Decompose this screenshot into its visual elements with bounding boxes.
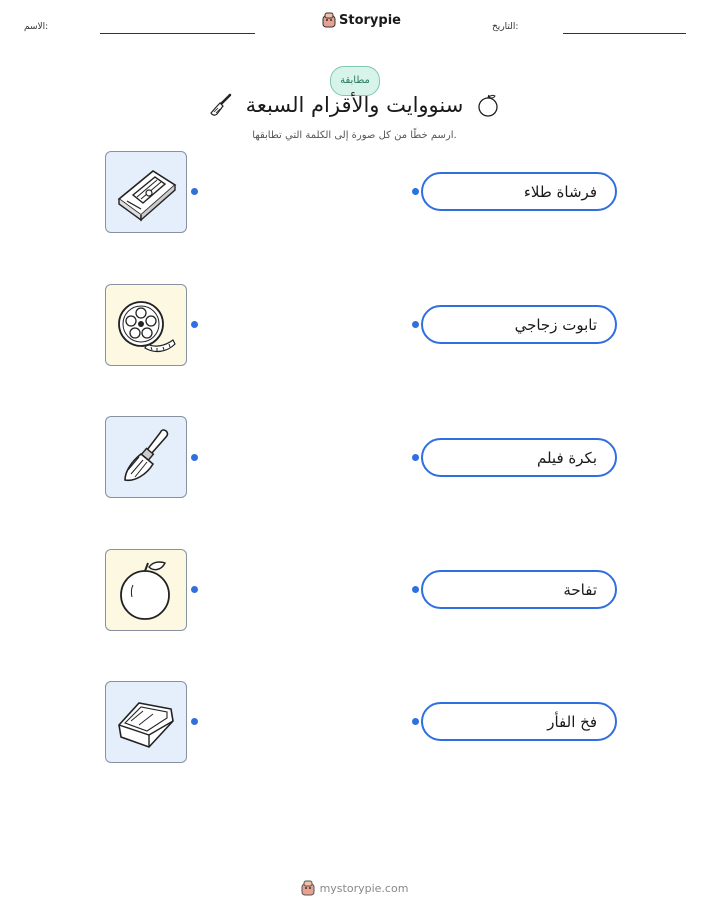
name-line[interactable] bbox=[100, 33, 255, 34]
glass-coffin-icon bbox=[111, 687, 181, 757]
date-line[interactable] bbox=[563, 33, 686, 34]
word-card-2[interactable] bbox=[421, 305, 617, 344]
word-dot-2[interactable] bbox=[412, 321, 419, 328]
word-label-2: تابوت زجاجي bbox=[514, 315, 597, 334]
picture-card-5[interactable] bbox=[105, 681, 187, 763]
date-label: التاريخ: bbox=[492, 22, 519, 32]
word-dot-4[interactable] bbox=[412, 586, 419, 593]
activity-badge: مطابقة bbox=[330, 66, 380, 96]
word-label-4: تفاحة bbox=[563, 580, 597, 599]
apple-icon bbox=[111, 555, 181, 625]
picture-dot-4[interactable] bbox=[191, 586, 198, 593]
film-reel-icon bbox=[111, 290, 181, 360]
picture-card-2[interactable] bbox=[105, 284, 187, 366]
title-text: سنووايت والأقزام السبعة bbox=[245, 93, 464, 117]
page-title bbox=[0, 92, 709, 123]
storypie-mascot-icon bbox=[322, 12, 336, 28]
picture-dot-5[interactable] bbox=[191, 718, 198, 725]
word-card-3[interactable] bbox=[421, 438, 617, 477]
mousetrap-icon bbox=[111, 157, 181, 227]
instructions: ارسم خطًا من كل صورة إلى الكلمة التي تطابقها. bbox=[252, 130, 457, 141]
word-card-1[interactable] bbox=[421, 172, 617, 211]
word-dot-1[interactable] bbox=[412, 188, 419, 195]
word-card-5[interactable] bbox=[421, 702, 617, 741]
name-label: الاسم: bbox=[24, 22, 49, 32]
brand-logo bbox=[322, 12, 401, 28]
paintbrush-icon bbox=[111, 422, 181, 492]
picture-dot-1[interactable] bbox=[191, 188, 198, 195]
word-card-4[interactable] bbox=[421, 570, 617, 609]
word-dot-3[interactable] bbox=[412, 454, 419, 461]
footer-url[interactable]: mystorypie.com bbox=[319, 881, 409, 895]
footer bbox=[0, 880, 709, 896]
brand-name: Storypie bbox=[339, 12, 401, 28]
picture-dot-2[interactable] bbox=[191, 321, 198, 328]
word-dot-5[interactable] bbox=[412, 718, 419, 725]
word-label-3: بكرة فيلم bbox=[536, 448, 597, 467]
word-label-1: فرشاة طلاء bbox=[523, 182, 597, 201]
storypie-mascot-icon bbox=[301, 880, 315, 896]
word-label-5: فخ الفأر bbox=[547, 712, 597, 731]
apple-icon bbox=[475, 92, 501, 118]
picture-card-4[interactable] bbox=[105, 549, 187, 631]
picture-dot-3[interactable] bbox=[191, 454, 198, 461]
paintbrush-icon bbox=[208, 92, 234, 118]
picture-card-1[interactable] bbox=[105, 151, 187, 233]
picture-card-3[interactable] bbox=[105, 416, 187, 498]
